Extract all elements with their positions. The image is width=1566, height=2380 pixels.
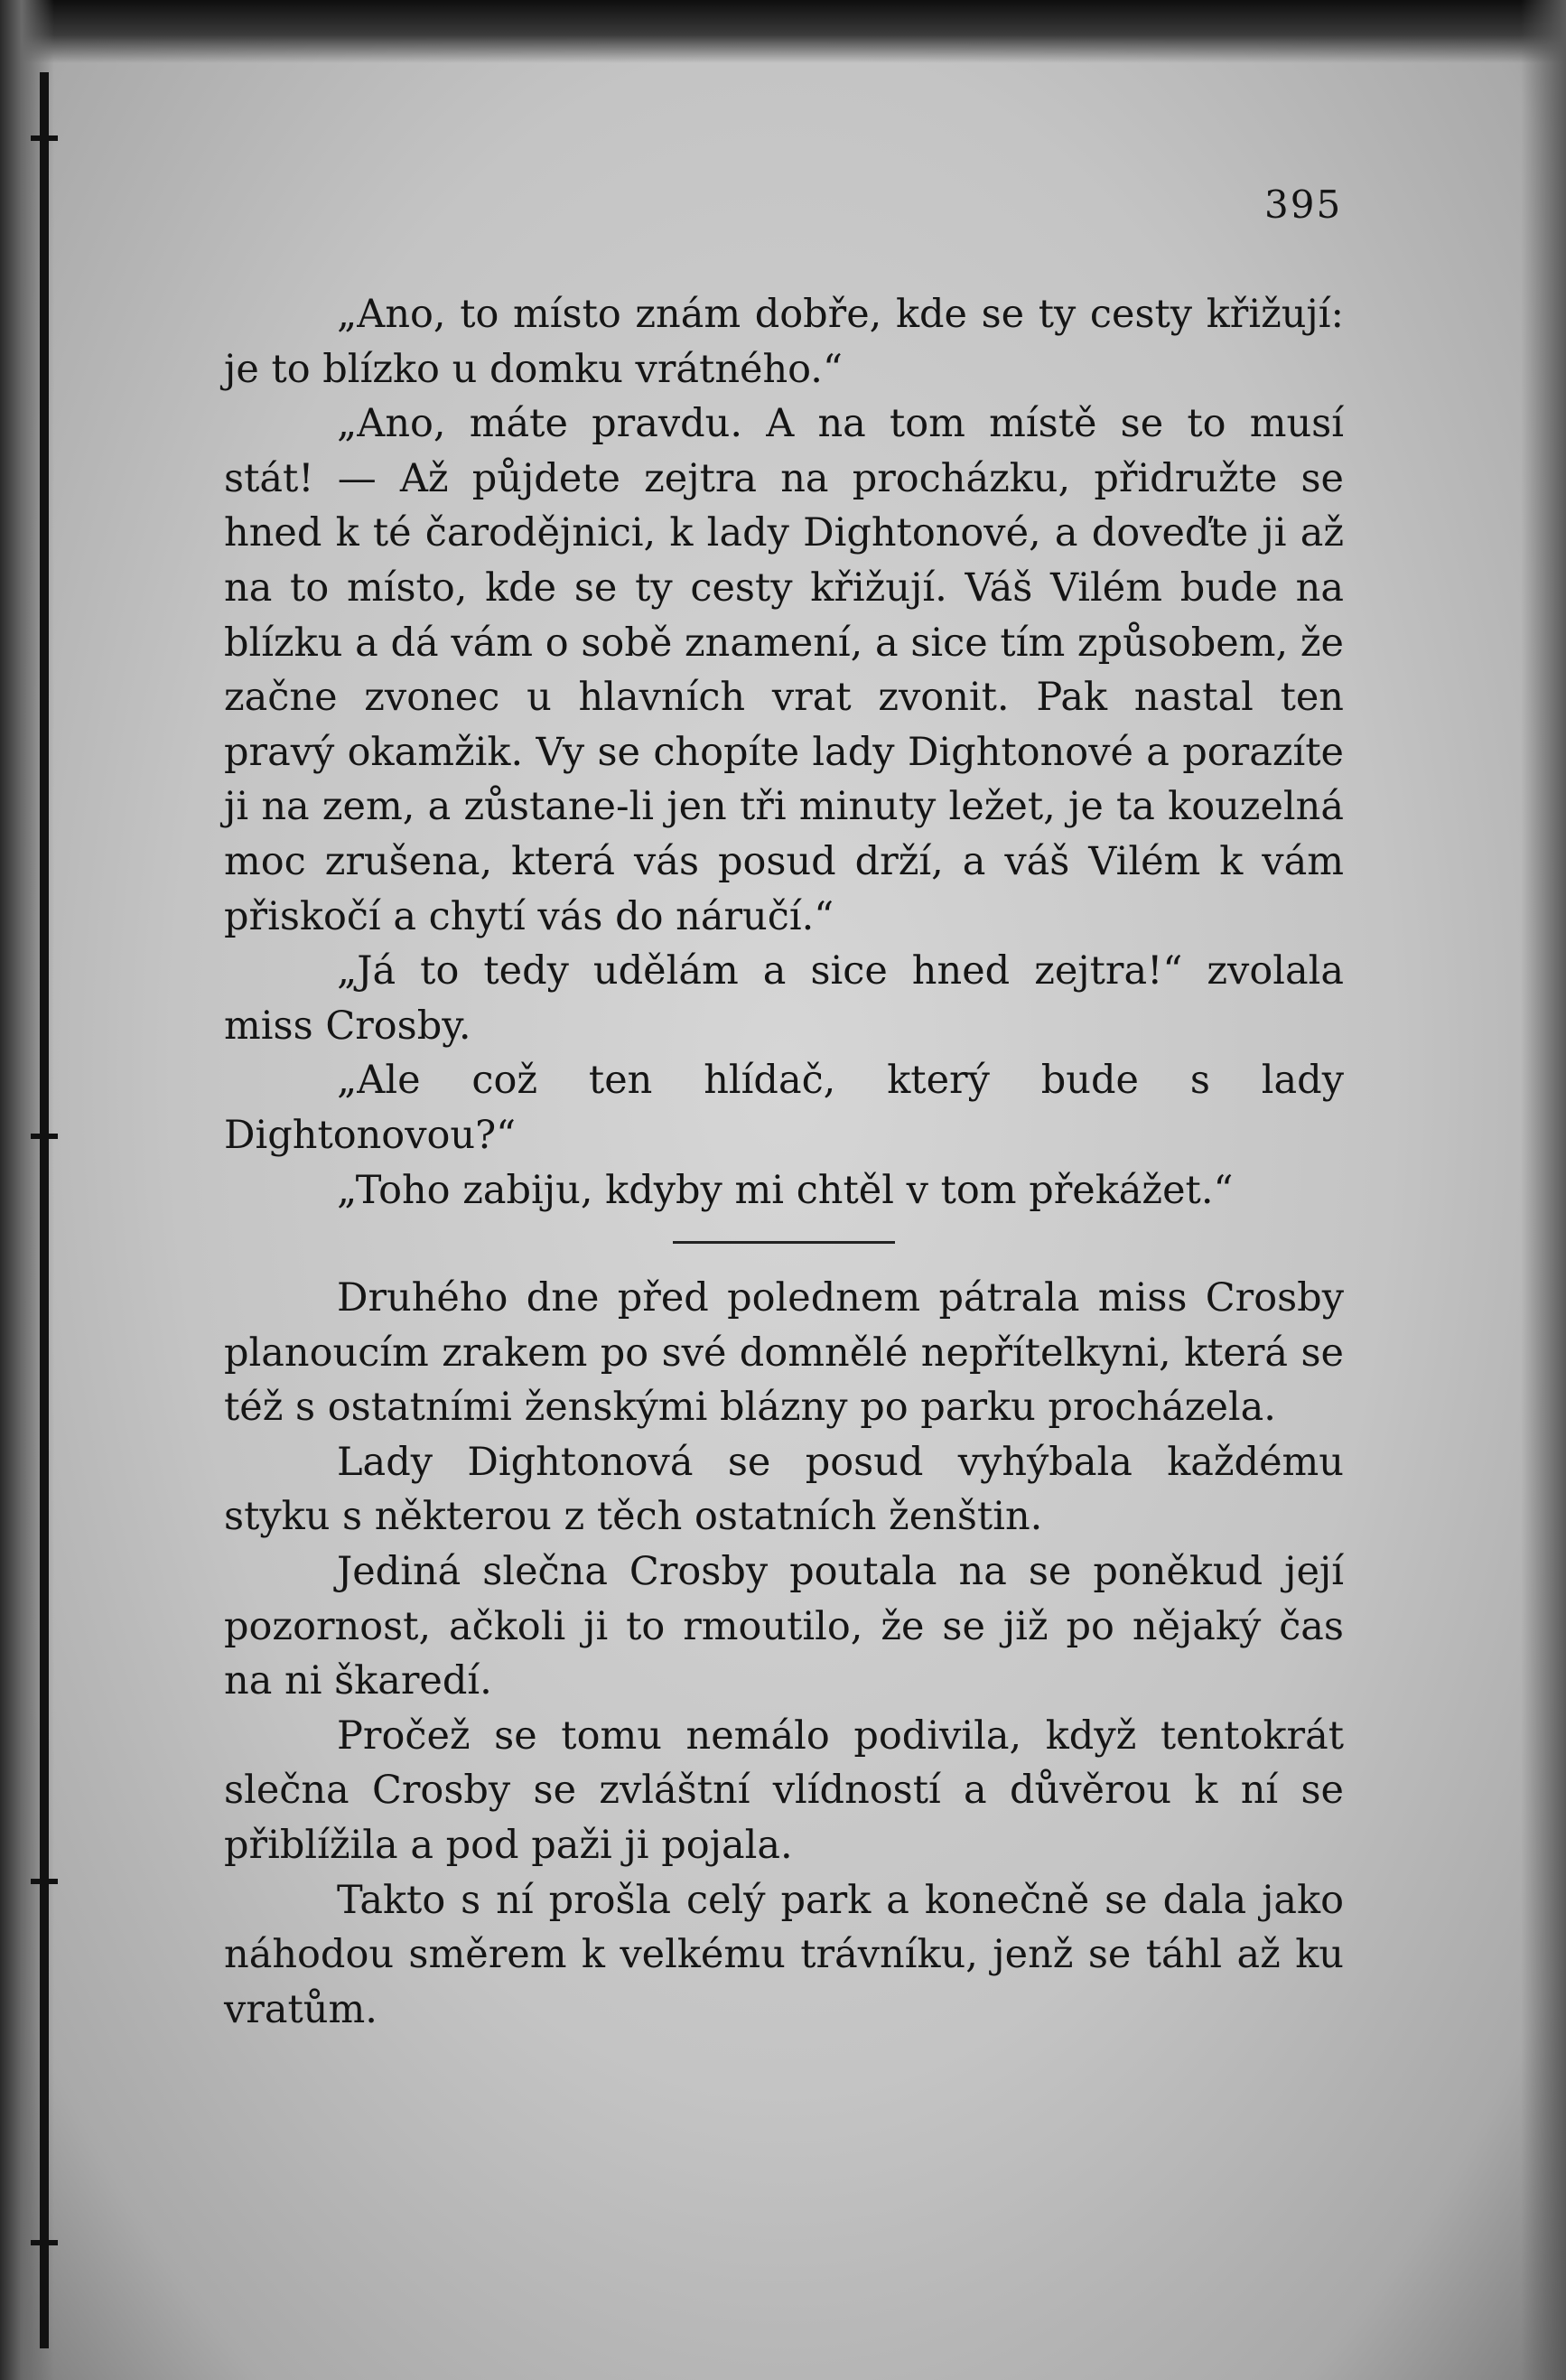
paragraph: Pročež se tomu nemálo podivila, když tentokrát slečna Crosby se zvláštní vlídností a důvěrou k ní se přiblížila a pod paži ji pojala. <box>224 1713 1344 1869</box>
binding-mark <box>31 1879 58 1884</box>
binding-edge <box>40 72 49 2348</box>
scan-shadow-right <box>1521 0 1566 2380</box>
paragraph: „Ale což ten hlídač, který bude s lady Dightonovou?“ <box>224 1058 1344 1158</box>
paragraph: Druhého dne před polednem pátrala miss Crosby planoucím zrakem po své domnělé nepřítelkyni, která se též s ostatními ženskými blázny po parku procházela. <box>224 1275 1344 1431</box>
binding-mark <box>31 1134 58 1139</box>
body-text <box>224 287 1344 2037</box>
section-divider <box>673 1241 895 1244</box>
binding-mark <box>31 135 58 141</box>
paragraph: „Ano, máte pravdu. A na tom místě se to musí stát! — Až půjdete zejtra na procházku, přidružte se hned k té čarodějnici, k lady Dightonové, a doveďte ji až na to místo, kde se ty cesty křižují. Váš Vilém bude na blízku a dá vám o sobě znamení, a sice tím způsobem, že začne zvonec u hlavních vrat zvonit. Pak nastal ten pravý okamžik. Vy se chopíte lady Dightonové a porazíte ji na zem, a zůstane-li jen tři minuty ležet, je ta kouzelná moc zrušena, která vás posud drží, a váš Vilém k vám přiskočí a chytí vás do náručí.“ <box>224 401 1344 939</box>
paragraph: „Já to tedy udělám a sice hned zejtra!“ zvolala miss Crosby. <box>224 948 1344 1049</box>
page-number: 395 <box>1264 182 1343 227</box>
paragraph: Lady Dightonová se posud vyhýbala každému styku s některou z těch ostatních ženštin. <box>224 1439 1344 1540</box>
paragraph: „Ano, to místo znám dobře, kde se ty cesty křižují: je to blízko u domku vrátného.“ <box>224 292 1344 392</box>
paragraph: „Toho zabiju, kdyby mi chtěl v tom překážet.“ <box>337 1167 1234 1213</box>
binding-mark <box>31 2240 58 2245</box>
paragraph: Jediná slečna Crosby poutala na se poněkud její pozornost, ačkoli ji to rmoutilo, že se již po nějaký čas na ni škaredí. <box>224 1549 1344 1704</box>
paragraph: Takto s ní prošla celý park a konečně se dala jako náhodou směrem k velkému trávníku, jenž se táhl až ku vratům. <box>224 1877 1344 2032</box>
scan-shadow-top <box>0 0 1566 63</box>
